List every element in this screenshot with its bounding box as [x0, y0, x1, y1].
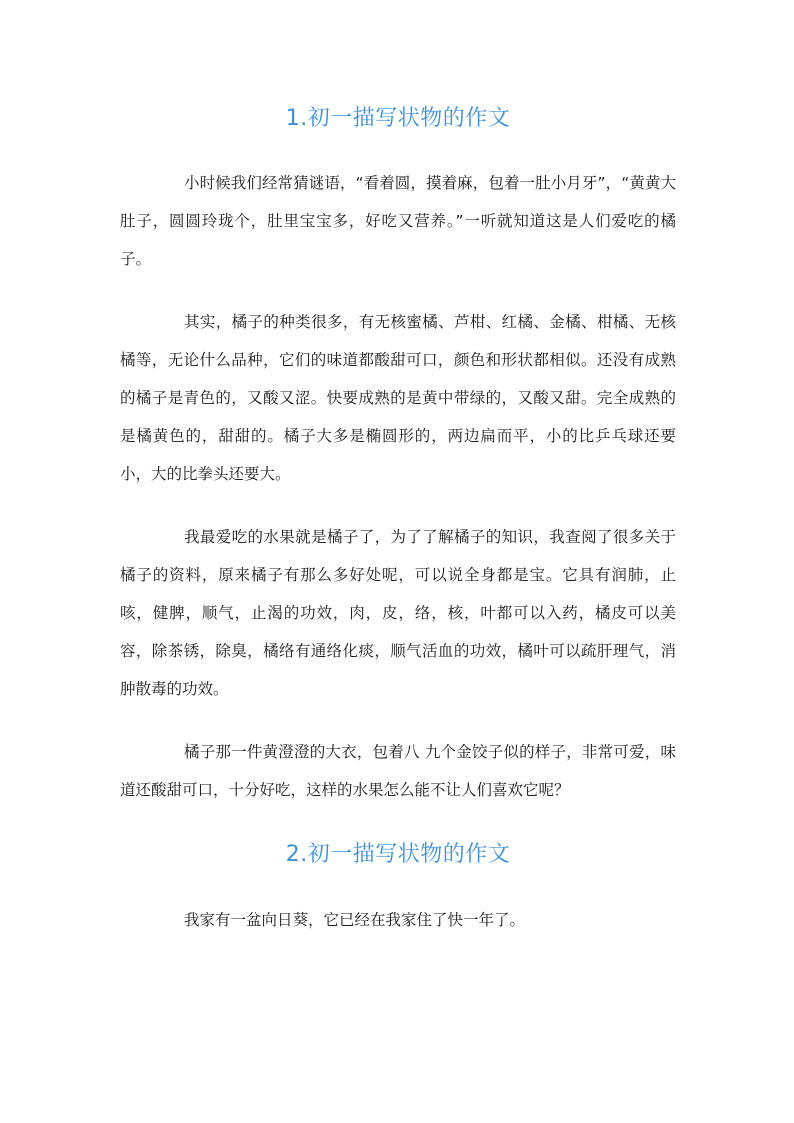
- paragraph: 我最爱吃的水果就是橘子了，为了了解橘子的知识，我查阅了很多关于橘子的资料，原来橘子有那么多好处呢，可以说全身都是宝。它具有润肺，止咳，健脾，顺气，止渴的功效，肉，皮，络，核，叶都可以入药，橘皮可以美容，除茶锈，除臭，橘络有通络化痰，顺气活血的功效，橘叶可以疏肝理气，消肿散毒的功效。: [120, 528, 676, 698]
- paragraph: 小时候我们经常猜谜语，“看着圆，摸着麻，包着一肚小月牙”，“黄黄大肚子，圆圆玲珑个，肚里宝宝多，好吃又营养。”一听就知道这是人们爱吃的橘子。: [120, 174, 676, 268]
- section-title-2: 2.初一描写状物的作文: [285, 842, 511, 867]
- paragraph: 橘子那一件黄澄澄的大衣，包着八 九个金饺子似的样子，非常可爱，味道还酸甜可口，十分好吃，这样的水果怎么能不让人们喜欢它呢？: [120, 743, 676, 799]
- paragraph: 其实，橘子的种类很多，有无核蜜橘、芦柑、红橘、金橘、柑橘、无核橘等，无论什么品种，它们的味道都酸甜可口，颜色和形状都相似。还没有成熟的橘子是青色的，又酸又涩。快要成熟的是黄中带绿的，又酸又甜。完全成熟的是橘黄色的，甜甜的。橘子大多是椭圆形的，两边扁而平，小的比乒乓球还要小，大的比拳头还要大。: [120, 313, 676, 483]
- section-title-1: 1.初一描写状物的作文: [285, 106, 511, 131]
- paragraph: 我家有一盆向日葵，它已经在我家住了快一年了。: [184, 911, 526, 929]
- document-page: [120, 100, 676, 964]
